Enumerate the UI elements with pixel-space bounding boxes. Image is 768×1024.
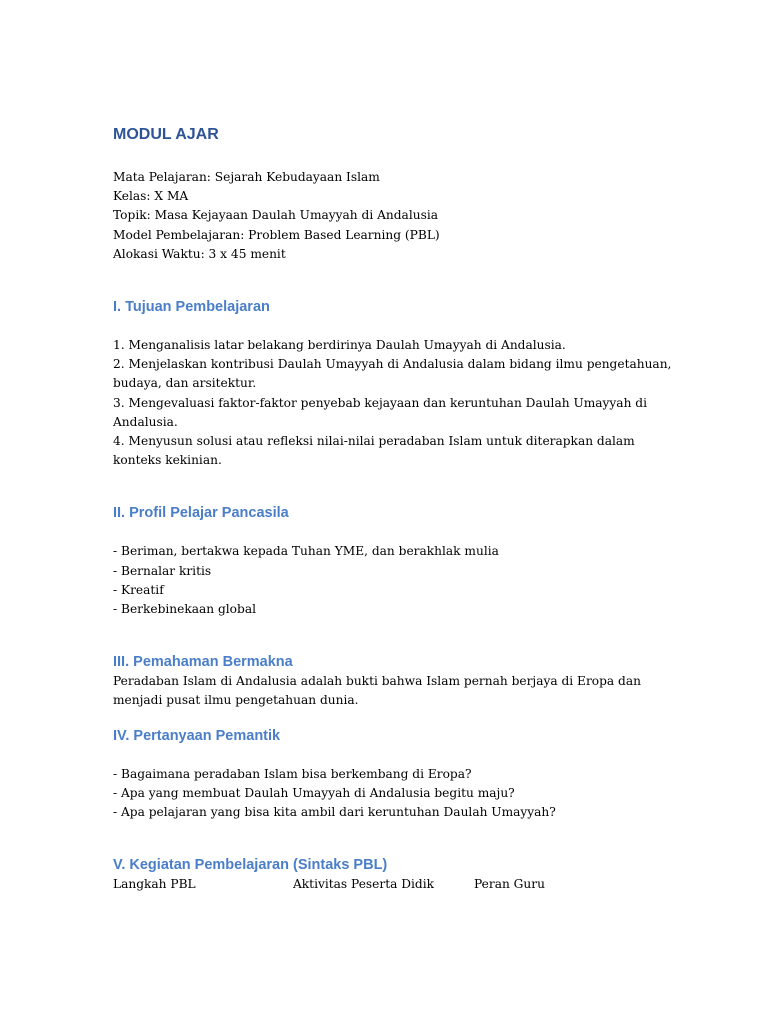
objective-line: Andalusia. [113, 414, 178, 429]
objective-line: konteks kekinian. [113, 453, 222, 468]
objective-line: budaya, dan arsitektur. [113, 376, 257, 391]
questions-list [113, 765, 653, 823]
objective-line: 1. Menganalisis latar belakang berdirinya Daulah Umayyah di Andalusia. [113, 338, 566, 353]
objectives-list [113, 336, 672, 470]
section-heading-activities: V. Kegiatan Pembelajaran (Sintaks PBL) [113, 857, 388, 874]
meta-class: Kelas: X MA [113, 189, 189, 204]
question-item: - Bagaimana peradaban Islam bisa berkembang di Eropa? [113, 766, 472, 781]
activities-table-header [113, 875, 653, 894]
meta-subject: Mata Pelajaran: Sejarah Kebudayaan Islam [113, 170, 380, 184]
meta-topic: Topik: Masa Kejayaan Daulah Umayyah di Andalusia [113, 208, 438, 223]
understanding-text [113, 672, 653, 710]
objective-line: 2. Menjelaskan kontribusi Daulah Umayyah di Andalusia dalam bidang ilmu pengetahuan, [113, 357, 672, 372]
understanding-line: menjadi pusat ilmu pengetahuan dunia. [113, 693, 359, 708]
meta-block [113, 168, 653, 264]
profile-item: - Berkebinekaan global [113, 602, 256, 617]
section-heading-profile: II. Profil Pelajar Pancasila [113, 505, 289, 522]
profile-item: - Bernalar kritis [113, 563, 212, 578]
question-item: - Apa pelajaran yang bisa kita ambil dari keruntuhan Daulah Umayyah? [113, 805, 556, 820]
column-header-teacher-role: Peran Guru [474, 877, 545, 892]
profile-list [113, 542, 653, 619]
objective-line: 3. Mengevaluasi faktor-faktor penyebab kejayaan dan keruntuhan Daulah Umayyah di [113, 395, 648, 410]
objective-line: 4. Menyusun solusi atau refleksi nilai-nilai peradaban Islam untuk diterapkan dalam [113, 434, 635, 449]
column-header-step: Langkah PBL [113, 877, 196, 892]
meta-model: Model Pembelajaran: Problem Based Learning (PBL) [113, 227, 440, 242]
document-page [113, 124, 672, 894]
section-heading-questions: IV. Pertanyaan Pemantik [113, 727, 281, 744]
document-title: MODUL AJAR [113, 126, 219, 143]
section-heading-understanding: III. Pemahaman Bermakna [113, 654, 293, 671]
question-item: - Apa yang membuat Daulah Umayyah di Andalusia begitu maju? [113, 785, 515, 800]
section-heading-objectives: I. Tujuan Pembelajaran [113, 299, 270, 316]
column-header-student-activity: Aktivitas Peserta Didik [293, 877, 435, 892]
profile-item: - Kreatif [113, 582, 164, 597]
profile-item: - Beriman, bertakwa kepada Tuhan YME, dan berakhlak mulia [113, 544, 499, 559]
meta-time: Alokasi Waktu: 3 x 45 menit [113, 246, 286, 261]
understanding-line: Peradaban Islam di Andalusia adalah bukti bahwa Islam pernah berjaya di Eropa dan [113, 674, 641, 689]
